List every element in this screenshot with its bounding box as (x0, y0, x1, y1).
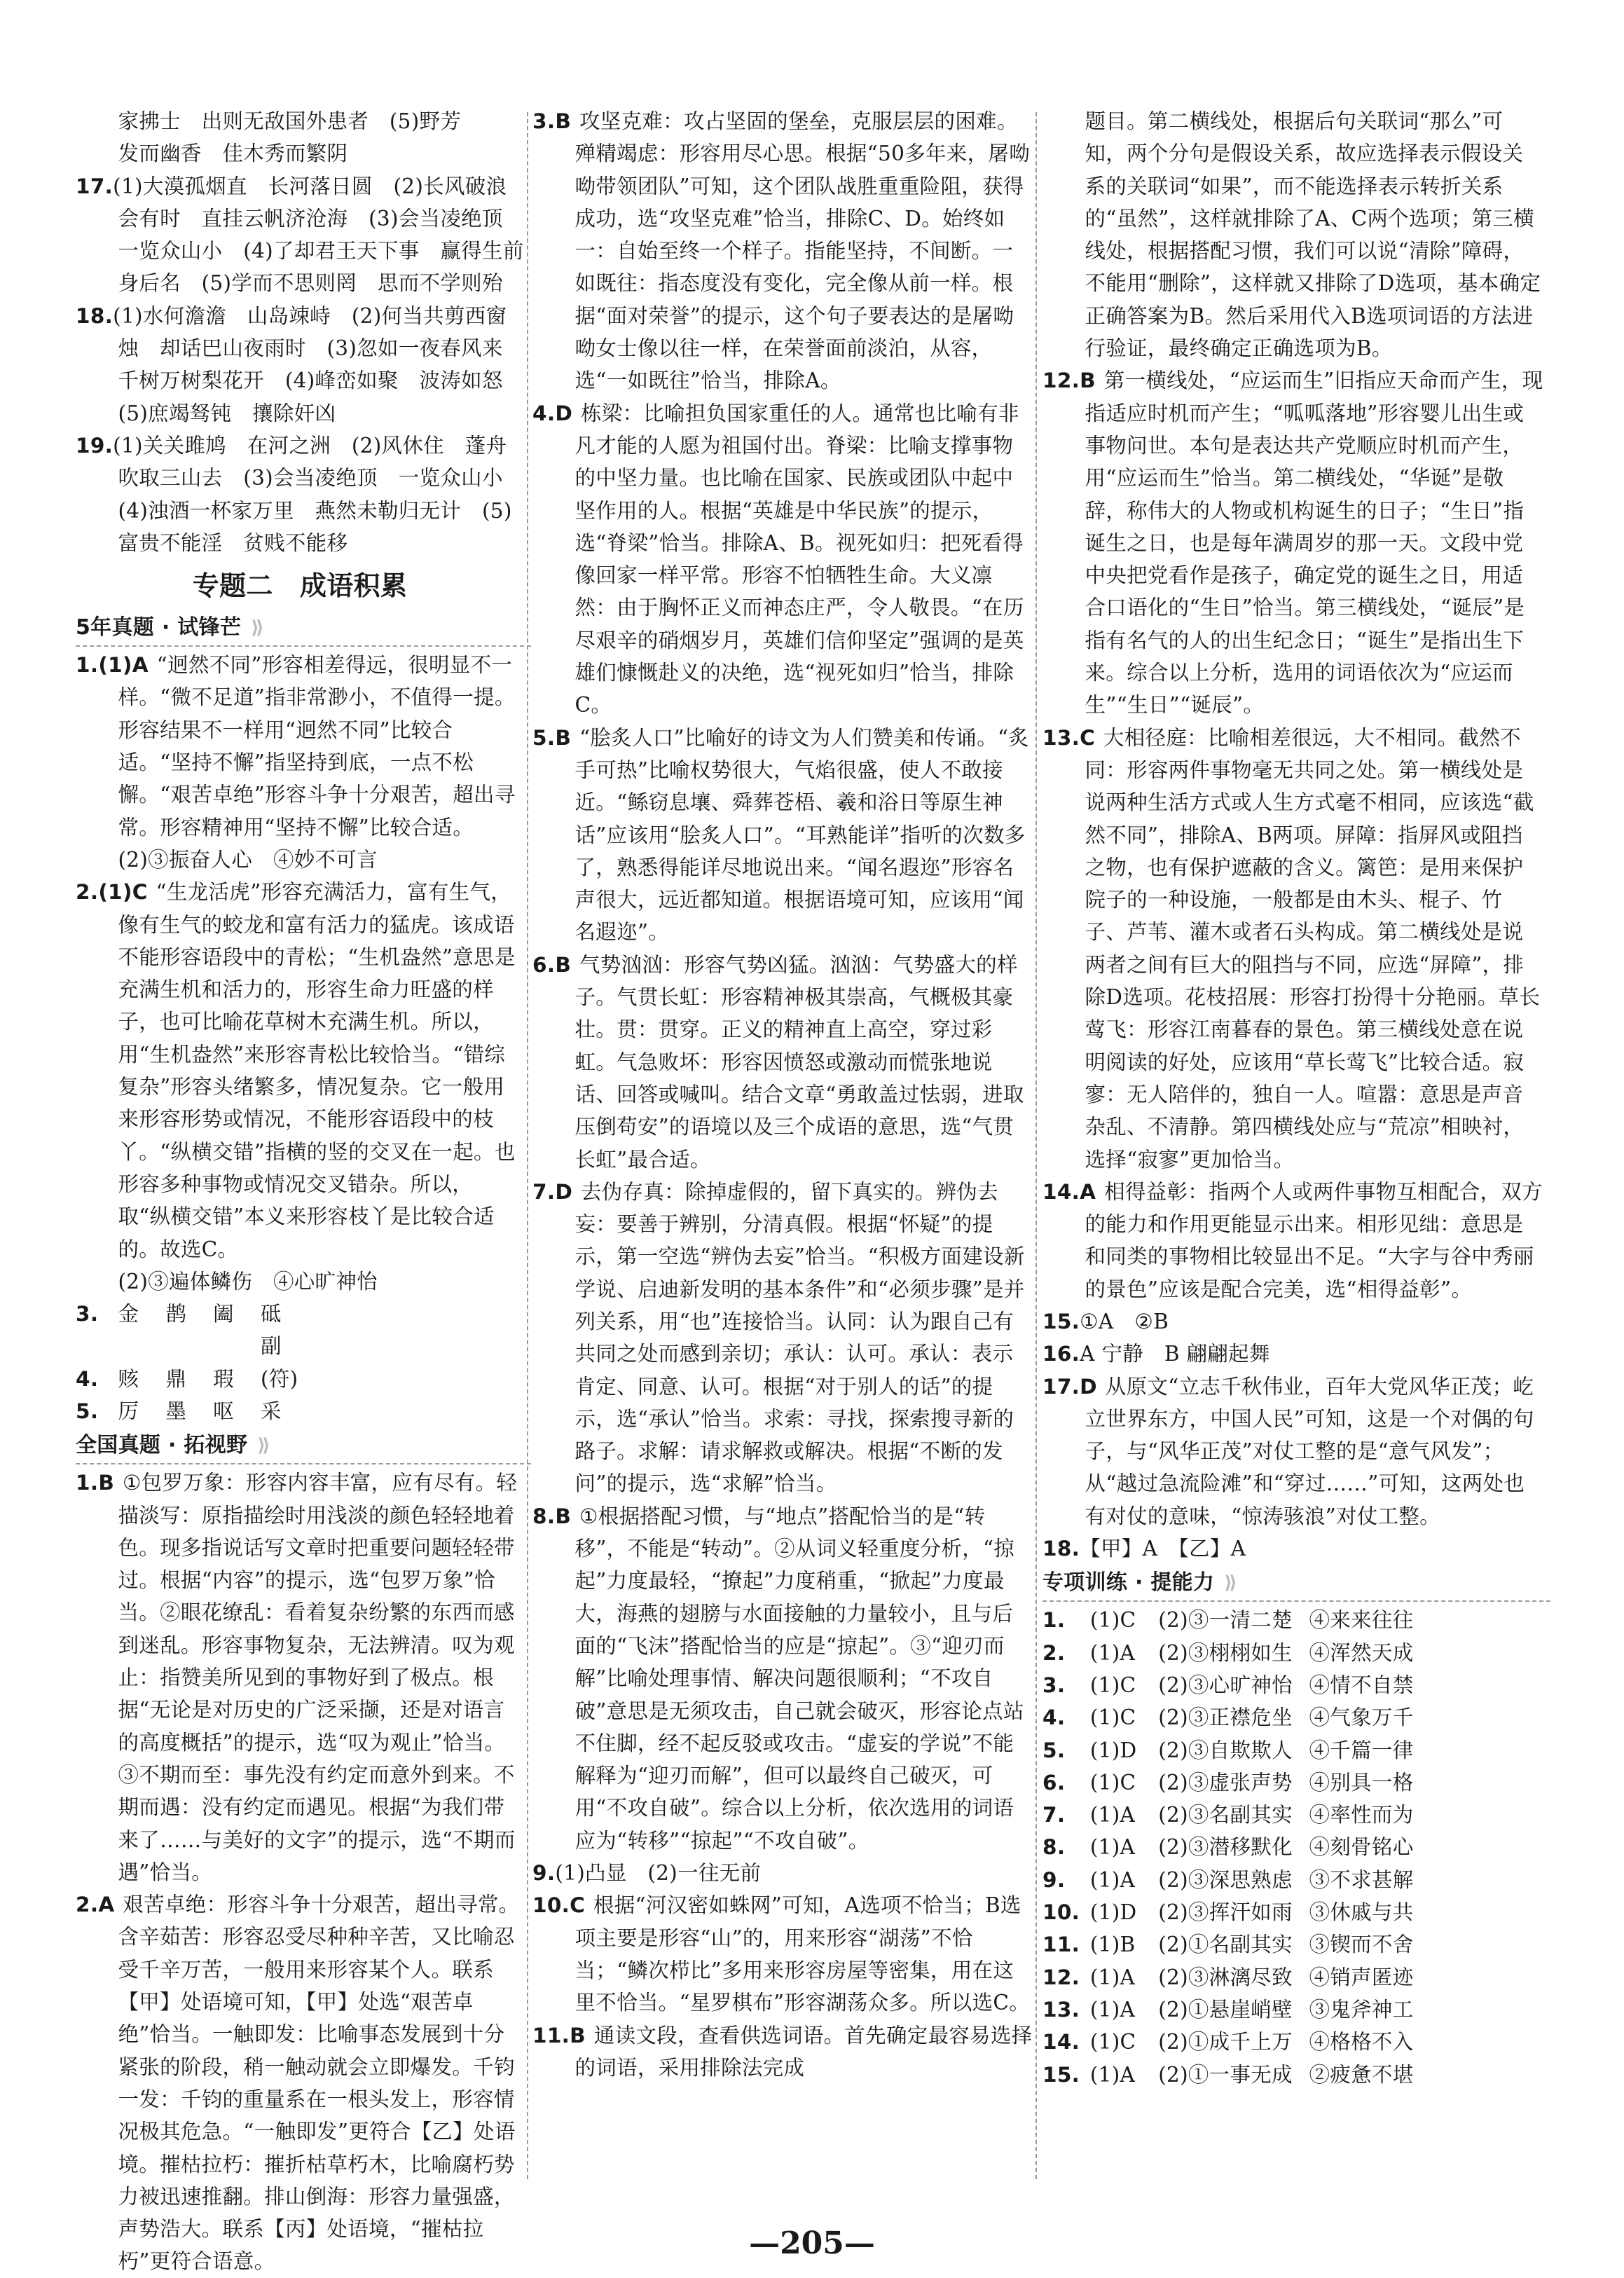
question-number: 16. (1042, 1342, 1080, 1366)
question-number: 11. (1042, 1933, 1080, 1957)
training-answer: (1)A (1089, 1835, 1136, 1860)
column-left (76, 105, 524, 2278)
answer-choice: B (570, 2023, 586, 2047)
answer-text: 气势汹汹：形容气势凶猛。汹汹：气势盛大的样子。气贯长虹：形容精神极其崇高，气概极其豪壮。贯：贯穿。正义的精神直上高空，穿过彩虹。气急败坏：形容因愤怒或激动而慌张地说话、回答或喊叫。结合文章“勇敢盖过怯弱，进取压倒苟安”的语境以及三个成语的意思，选“气贯长虹”最合适。 (574, 952, 1024, 1172)
question-number: 7. (532, 1179, 556, 1204)
answer-text: ①根据搭配习惯，与“地点”搭配恰当的是“转移”，不能是“转动”。②从词义轻重度分析，“掠起”力度最轻，“撩起”力度稍重，“掀起”力度最大，海燕的翅膀与水面接触的力量较小，且与后面的“飞沫”搭配恰当的应是“掠起”。③“迎刃而解”比喻处理事情、解决问题很顺利；“不攻自破”意思是无须攻击，自己就会破灭，形容论点站不住脚，经不起反驳或攻击。“虚妄的学说”不能解释为“迎刃而解”，但可以最终自己破灭，可用“不攻自破”。综合以上分析，依次选用的词语应为“转移”“掠起”“不攻自破”。 (574, 1504, 1024, 1853)
question-number: 4. (76, 1366, 99, 1391)
question-number: 8. (532, 1504, 556, 1528)
answer-1 (76, 649, 524, 844)
training-answer: (1)C (1089, 1706, 1136, 1730)
question-number: 1. (1042, 1608, 1066, 1633)
question-number: 18. (76, 303, 113, 328)
training-answer: ④浑然天成 (1309, 1640, 1414, 1665)
word: 鹊 (165, 1302, 187, 1326)
training-answer: (2)③虚张声势 (1158, 1770, 1293, 1795)
word: 呕 (213, 1399, 234, 1423)
training-answer: (1)C (1089, 1770, 1136, 1795)
section-heading-text: 全国真题 · 拓视野 (76, 1433, 248, 1458)
training-answer: (1)A (1089, 2062, 1136, 2087)
answer-18 (1042, 1532, 1543, 1565)
question-number: 12. (1042, 1965, 1080, 1989)
section-heading-text: 专项训练 · 提能力 (1042, 1570, 1215, 1596)
word: 金 (118, 1302, 139, 1326)
answer-13 (1042, 722, 1543, 1176)
question-number: 9. (532, 1861, 556, 1886)
answer-1 (76, 1467, 524, 1888)
training-answer: ②疲惫不堪 (1309, 2062, 1414, 2087)
answer-choice: B (555, 725, 572, 750)
answer-text: 栋梁：比喻担负国家重任的人。通常也比喻有非凡才能的人愿为祖国付出。脊梁：比喻支撑事物的中坚力量。也比喻在国家、民族或团队中起中坚作用的人。根据“英雄是中华民族”的提示，选“脊梁”恰当。排除A、B。视死如归：把死看得像回家一样平常。形容不怕牺牲生命。大义凛然：由于胸怀正义而神态庄严，令人敬畏。“在历尽艰辛的硝烟岁月，英雄们信仰坚定”强调的是英雄们慷慨赴义的决绝，选“视死如归”恰当，排除C。 (574, 401, 1024, 718)
text-line: 发而幽香 佳木秀而繁阴 (118, 142, 348, 166)
training-row (1042, 1637, 1543, 1669)
training-row (1042, 1961, 1543, 1994)
answer-2 (76, 876, 524, 1265)
question-number: 1. (76, 1471, 99, 1495)
answer-6 (532, 949, 1033, 1176)
answer-16 (1042, 1338, 1543, 1370)
column-right (1042, 105, 1543, 2091)
answer-sub: (2)③遍体鳞伤 ④心旷神怡 (118, 1269, 378, 1294)
answer-10 (532, 1889, 1033, 2019)
answer-11 (532, 2019, 1033, 2085)
training-answer: (1)D (1089, 1900, 1137, 1925)
training-row (1042, 1734, 1543, 1766)
double-chevron-icon: ⟫ (257, 1435, 271, 1457)
answer-8 (532, 1500, 1033, 1857)
answer-3 (532, 105, 1033, 397)
answer-text: 艰苦卓绝：形容斗争十分艰苦，超出寻常。含辛茹苦：形容忍受尽种种辛苦，又比喻忍受千辛万苦，一般用来形容某个人。联系【甲】处语境可知，【甲】处选“艰苦卓绝”恰当。一触即发：比喻事态发展到十分紧张的阶段，稍一触动就会立即爆发。千钧一发：千钧的重量系在一根头发上，形容情况极其危急。“一触即发”更符合【乙】处语境。摧枯拉朽：摧折枯草朽木，比喻腐朽势力被迅速推翻。排山倒海：形容力量强盛，声势浩大。联系【丙】处语境，“摧枯拉朽”更符合语意。 (118, 1893, 520, 2274)
double-chevron-icon: ⟫ (251, 617, 265, 639)
question-number: 11. (532, 2023, 570, 2047)
answer-choice: (1)C (98, 880, 148, 905)
training-answer: (1)C (1089, 1608, 1136, 1633)
question-number: 4. (1042, 1706, 1066, 1730)
answer-text: (1)凸显 (2)一往无前 (555, 1861, 762, 1886)
question-number: 5. (1042, 1738, 1066, 1762)
question-number: 2. (76, 880, 99, 905)
question-number: 6. (532, 952, 556, 977)
double-chevron-icon: ⟫ (1224, 1572, 1238, 1594)
training-answer: (2)①名副其实 (1158, 1933, 1293, 1957)
answer-choice: A (98, 1893, 115, 1917)
answer-text: 通读文段，查看供选词语。首先确定最容易选择的词语，采用排除法完成 (574, 2023, 1033, 2080)
training-answer: ③锲而不舍 (1309, 1933, 1414, 1957)
question-number: 10. (532, 1893, 570, 1918)
question-number: 3. (1042, 1673, 1066, 1697)
answer-choice: B (98, 1471, 115, 1495)
question-number: 5. (532, 725, 556, 750)
training-answer: ④刻骨铭心 (1309, 1835, 1414, 1860)
answer-choice: D (555, 401, 573, 425)
question-number: 15. (1042, 2062, 1080, 2087)
answer-text: 第一横线处，“应运而生”旧指应天命而产生，现指适应时机而产生；“呱呱落地”形容婴儿出生或事物问世。本句是表达共产党顺应时机而产生，用“应运而生”恰当。第二横线处，“华诞”是敬辞，称伟大的人物或机构诞生的日子；“生日”指诞生之日，也是每年满周岁的那一天。文段中党中央把党看作是孩子，确定党的诞生之日，用适合口语化的“生日”恰当。第三横线处，“诞辰”是指有名气的人的出生纪念日；“诞生”是指出生下来。综合以上分析，选用的词语依次为“应运而生”“生日”“诞辰”。 (1085, 369, 1543, 718)
answer-sub: (2)③振奋人心 ④妙不可言 (118, 847, 378, 872)
word: 鼎 (165, 1366, 187, 1391)
training-answer: (1)A (1089, 1803, 1136, 1827)
answer-choice: D (555, 1179, 573, 1204)
answer-text: (1)关关雎鸠 在河之洲 (2)风休住 蓬舟吹取三山去 (3)会当凌绝顶 一览众山小 (4)浊酒一杯家万里 燕然未勒归无计 (5)富贵不能淫 贫贱不能移 (113, 433, 524, 555)
training-answer: ④销声匿迹 (1309, 1965, 1414, 1989)
training-answer: (1)D (1089, 1738, 1137, 1762)
training-answer: (2)③潜移默化 (1158, 1835, 1293, 1860)
answer-5 (532, 722, 1033, 949)
training-answer: (2)③深思熟虑 (1158, 1867, 1293, 1892)
question-number: 19. (76, 433, 113, 458)
answer-choice: C (1080, 725, 1096, 750)
word: 采 (261, 1399, 282, 1423)
answer-3 (76, 1298, 524, 1330)
answer-choice: (1)A (98, 653, 149, 678)
answer-19 (76, 430, 524, 559)
answer-17 (1042, 1371, 1543, 1532)
topic-title: 专题二 成语积累 (192, 570, 408, 602)
question-number: 15. (1042, 1309, 1080, 1333)
question-number: 3. (76, 1302, 99, 1326)
text-line: 家拂士 出则无敌国外患者 (5)野芳 (118, 109, 462, 133)
answer-4 (532, 397, 1033, 722)
question-number: 6. (1042, 1770, 1066, 1795)
training-answer: ④气象万千 (1309, 1706, 1414, 1730)
question-number: 1. (76, 653, 99, 678)
training-answer: ③鬼斧神工 (1309, 1997, 1414, 2022)
answer-choice: B (1080, 369, 1096, 393)
word: 赅 (118, 1366, 139, 1391)
training-answer: (1)A (1089, 1965, 1136, 1989)
question-number: 2. (1042, 1640, 1066, 1665)
question-number: 10. (1042, 1900, 1080, 1925)
answer-text: “脍炙人口”比喻好的诗文为人们赞美和传诵。“炙手可热”比喻权势很大，气焰很盛，使人不敢接近。“鲧窃息壤、舜葬苍梧、羲和浴日等原生神话”应该用“脍炙人口”。“耳熟能详”指听的次数多了，熟悉得能详尽地说出来。“闻名遐迩”形容名声很大，远近都知道。根据语境可知，应该用“闻名遐迩”。 (574, 725, 1030, 945)
training-answer: (1)A (1089, 1997, 1136, 2022)
answer-7 (532, 1176, 1033, 1500)
training-answer: (1)C (1089, 2030, 1136, 2054)
training-answer: (2)③一清二楚 (1158, 1608, 1293, 1633)
training-row (1042, 1604, 1543, 1636)
answer-5 (76, 1395, 524, 1427)
training-answer: (2)③栩栩如生 (1158, 1640, 1293, 1665)
training-answer-list (1042, 1604, 1543, 2090)
training-row (1042, 1766, 1543, 1799)
answer-choice: D (1080, 1374, 1097, 1399)
training-answer: (1)A (1089, 1640, 1136, 1665)
answer-choice: B (555, 109, 572, 133)
question-number: 14. (1042, 1179, 1080, 1204)
word: 瑕 (213, 1366, 234, 1391)
training-answer: ④率性而为 (1309, 1803, 1414, 1827)
question-number: 2. (76, 1893, 99, 1917)
training-answer: (1)B (1089, 1933, 1136, 1957)
training-answer: (2)①一事无成 (1158, 2062, 1293, 2087)
training-row (1042, 1928, 1543, 1961)
training-answer: (1)A (1089, 1867, 1136, 1892)
training-row (1042, 1669, 1543, 1701)
answer-text: 【甲】A 【乙】A (1080, 1537, 1246, 1561)
question-number: 9. (1042, 1867, 1066, 1892)
word: 副(符) (261, 1334, 298, 1391)
answer-text: 去伪存真：除掉虚假的，留下真实的。辨伪去妄：要善于辨别，分清真假。根据“怀疑”的提示，第一空选“辨伪去妄”恰当。“积极方面建设新学说、启迪新发明的基本条件”和“必须步骤”是并列关系，用“也”连接恰当。认同：认为跟自己有共同之处而感到亲切；承认：认可。承认：表示肯定、同意、认可。根据“对于别人的话”的提示，选“承认”恰当。求索：寻找，探索搜寻新的路子。求解：请求解救或解决。根据“不断的发问”的提示，选“求解”恰当。 (574, 1179, 1025, 1496)
training-answer: (2)③正襟危坐 (1158, 1706, 1293, 1730)
training-answer: (2)①悬崖峭壁 (1158, 1997, 1293, 2022)
question-number: 3. (532, 109, 556, 133)
answer-choice: A (1080, 1179, 1096, 1204)
question-number: 7. (1042, 1803, 1066, 1827)
question-number: 14. (1042, 2030, 1080, 2054)
training-answer: (2)①成千上万 (1158, 2030, 1293, 2054)
answer-choice: B (555, 952, 572, 977)
answer-text: 从原文“立志千秋伟业，百年大党风华正茂；屹立世界东方，中国人民”可知，这是一个对偶的句子，与“风华正茂”对仗工整的是“意气风发”；从“越过急流险滩”和“穿过……”可知，这两处也有对仗的意味，“惊涛骇浪”对仗工整。 (1085, 1374, 1534, 1528)
training-answer: (2)③淋漓尽致 (1158, 1965, 1293, 1989)
answer-18 (76, 300, 524, 430)
question-number: 5. (76, 1399, 99, 1423)
answer-text: 攻坚克难：攻占坚固的堡垒，克服层层的困难。殚精竭虑：形容用尽心思。根据“50多年来，屠呦呦带领团队”可知，这个团队战胜重重险阻，获得成功，选“攻坚克难”恰当，排除C、D。始终如一：自始至终一个样子。指能坚持，不间断。一如既往：指态度没有变化，完全像从前一样。根据“面对荣誉”的提示，这个句子要表达的是屠呦呦女士像以往一样，在荣誉面前淡泊，从容，选“一如既往”恰当，排除A。 (574, 109, 1030, 393)
training-answer: ③休戚与共 (1309, 1900, 1414, 1925)
word: 墨 (165, 1399, 187, 1423)
question-number: 13. (1042, 725, 1080, 750)
training-answer: (2)③心旷神怡 (1158, 1673, 1293, 1697)
section-heading-text: 5年真题 · 试锋芒 (76, 615, 242, 640)
training-answer: ④千篇一律 (1309, 1738, 1414, 1762)
answer-text: (1)大漠孤烟直 长河落日圆 (2)长风破浪会有时 直挂云帆济沧海 (3)会当凌绝顶 一览众山小 (4)了却君王天下事 赢得生前身后名 (5)学而不思则罔 思而不学则殆 (113, 174, 524, 296)
column-divider (527, 112, 528, 2179)
section-heading-5-year (76, 611, 524, 645)
training-row (1042, 1864, 1543, 1896)
training-row (1042, 1994, 1543, 2026)
answer-text: “生龙活虎”形容充满活力，富有生气，像有生气的蛟龙和富有活力的猛虎。该成语不能形容语段中的青松；“生机盎然”意思是充满生机和活力的，形容生命力旺盛的样子，也可比喻花草树木充满生机。所以，用“生机盎然”来形容青松比较恰当。“错综复杂”形容头绪繁多，情况复杂。它一般用来形容形势或情况，不能形容语段中的枝丫。“纵横交错”指横的竖的交叉在一起。也形容多种事物或情况交叉错杂。所以，取“纵横交错”本义来形容枝丫是比较合适的。故选C。 (118, 880, 516, 1261)
training-answer: ③不求甚解 (1309, 1867, 1414, 1892)
answer-choice: C (570, 1893, 586, 1918)
answer-text: (1)水何澹澹 山岛竦峙 (2)何当共剪西窗烛 却话巴山夜雨时 (3)忽如一夜春风来 千树万树梨花开 (4)峰峦如聚 波涛如怒 (5)庶竭驽钝 攘除奸凶 (113, 303, 524, 425)
answer-text: ①包罗万象：形容内容丰富，应有尽有。轻描淡写：原指描绘时用浅淡的颜色轻轻地着色。现多指说话写文章时把重要问题轻轻带过。根据“内容”的提示，选“包罗万象”恰当。②眼花缭乱：看着复杂纷繁的东西而感到迷乱。形容事物复杂，无法辨清。叹为观止：指赞美所见到的事物好到了极点。根据“无论是对历史的广泛采撷，还是对语言的高度概括”的提示，选“叹为观止”恰当。③不期而至：事先没有约定而意外到来。不期而遇：没有约定而遇见。根据“为我们带来了……与美好的文字”的提示，选“不期而遇”恰当。 (118, 1471, 518, 1884)
word: 厉 (118, 1399, 139, 1423)
answer-choice: B (555, 1504, 572, 1528)
question-number: 4. (532, 401, 556, 425)
answer-text: 相得益彰：指两个人或两件事物互相配合，双方的能力和作用更能显示出来。相形见绌：意思是和同类的事物相比较显出不足。“大字与谷中秀丽的景色”应该是配合完美，选“相得益彰”。 (1085, 1179, 1543, 1301)
training-answer: ④情不自禁 (1309, 1673, 1414, 1697)
answer-2 (76, 1888, 524, 2278)
training-answer: (1)C (1089, 1673, 1136, 1697)
answer-12 (1042, 364, 1543, 721)
answer-text: “迥然不同”形容相差得远，很明显不一样。“微不足道”指非常渺小，不值得一提。形容结果不一样用“迥然不同”比较合适。“坚持不懈”指坚持到底，一点不松懈。“艰苦卓绝”形容斗争十分艰苦，超出寻常。形容精神用“坚持不懈”比较合适。 (118, 653, 516, 839)
answer-14 (1042, 1176, 1543, 1305)
question-number: 8. (1042, 1835, 1066, 1860)
question-number: 13. (1042, 1997, 1080, 2022)
word: 阖 (213, 1302, 234, 1326)
answer-text: 根据“河汉密如蛛网”可知，A选项不恰当；B选项主要是形容“山”的，用来形容“湖荡”不恰当；“鳞次栉比”多用来形容房屋等密集，用在这里不恰当。“星罗棋布”形容湖荡众多。所以选C。 (574, 1893, 1031, 2015)
column-middle (532, 105, 1033, 2084)
answer-4 (76, 1330, 524, 1395)
training-answer: ④来来往往 (1309, 1608, 1414, 1633)
question-number: 18. (1042, 1537, 1080, 1561)
training-row (1042, 1799, 1543, 1831)
question-number: 12. (1042, 369, 1080, 393)
word: 砥 (261, 1302, 282, 1326)
training-answer: (2)③名副其实 (1158, 1803, 1293, 1827)
answer-11-continued: 题目。第二横线处，根据后句关联词“那么”可知，两个分句是假设关系，故应选择表示假设关系的关联词“如果”，而不能选择表示转折关系的“虽然”，这样就排除了A、C两个选项；第三横线处，根据搭配习惯，我们可以说“清除”障碍，不能用“删除”，这样就又排除了D选项，基本确定正确答案为B。然后采用代入B选项词语的方法进行验证，最终确定正确选项为B。 (1085, 109, 1541, 361)
column-divider (1035, 112, 1037, 2179)
answer-15 (1042, 1305, 1543, 1338)
training-row (1042, 1896, 1543, 1928)
section-heading-training (1042, 1566, 1543, 1600)
answer-17 (76, 170, 524, 300)
training-row (1042, 1831, 1543, 1863)
training-answer: ④别具一格 (1309, 1770, 1414, 1795)
training-row (1042, 2026, 1543, 2058)
answer-text: 大相径庭：比喻相差很远，大不相同。截然不同：形容两件事物毫无共同之处。第一横线处是说两种生活方式或人生方式毫不相同，应该选“截然不同”，排除A、B两项。屏障：指屏风或阻挡之物，也有保护遮蔽的含义。篱笆：是用来保护院子的一种设施，一般都是由木头、棍子、竹子、芦苇、灌木或者石头构成。第二横线处是说两者之间有巨大的阻挡与不同，应选“屏障”，排除D选项。花枝招展：形容打扮得十分艳丽。草长莺飞：形容江南暮春的景色。第三横线处意在说明阅读的好处，应该用“草长莺飞”比较合适。寂寥：无人陪伴的，独自一人。喧嚣：意思是声音杂乱、不清静。第四横线处应与“荒凉”相映衬，选择“寂寥”更加恰当。 (1085, 725, 1541, 1172)
question-number: 17. (76, 174, 113, 198)
training-answer: (2)③挥汗如雨 (1158, 1900, 1293, 1925)
answer-text: ①A ②B (1080, 1309, 1169, 1333)
training-answer: ④格格不入 (1309, 2030, 1414, 2054)
section-heading-national (76, 1429, 524, 1462)
answer-9 (532, 1857, 1033, 1889)
answer-text: A 宁静 B 翩翩起舞 (1080, 1342, 1270, 1366)
training-row (1042, 2059, 1543, 2091)
training-row (1042, 1701, 1543, 1734)
question-number: 17. (1042, 1374, 1080, 1399)
page-number: —205— (749, 2225, 875, 2261)
training-answer: (2)③自欺欺人 (1158, 1738, 1293, 1762)
